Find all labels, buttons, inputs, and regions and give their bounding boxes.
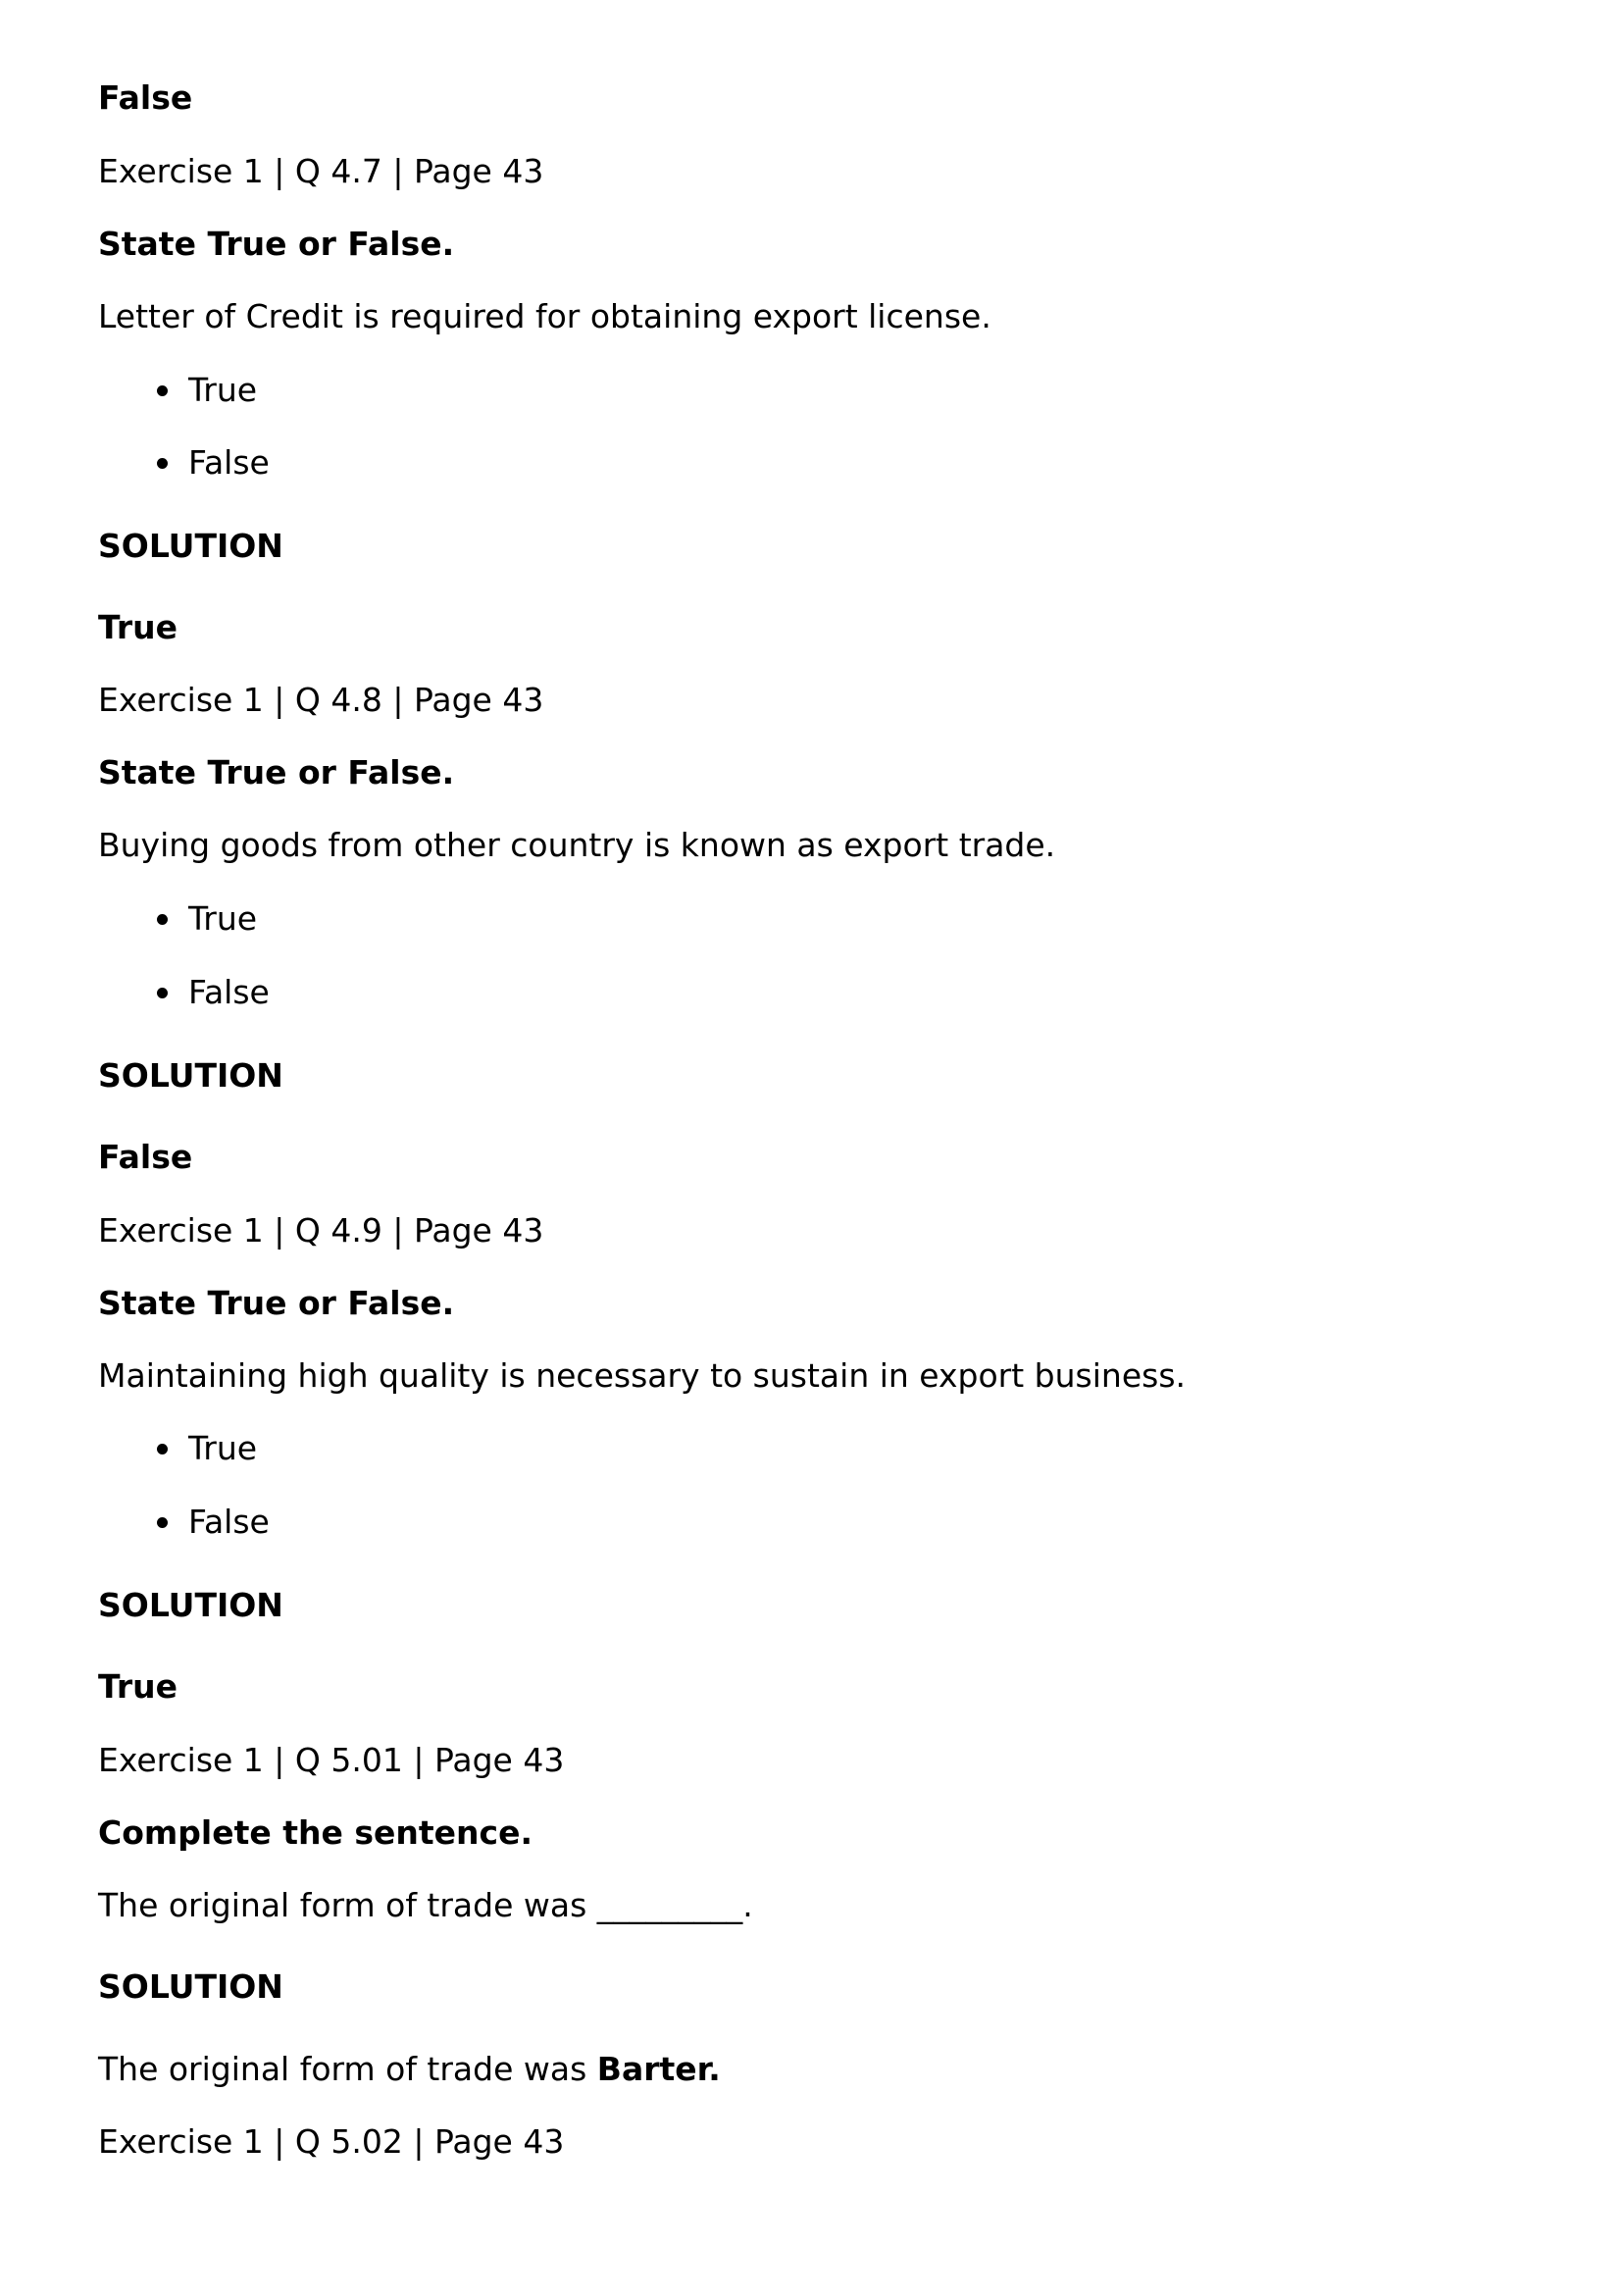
- question-text: Maintaining high quality is necessary to sustain in export business.: [98, 1356, 1186, 1395]
- exercise-reference: Exercise 1 | Q 4.7 | Page 43: [98, 152, 544, 190]
- answer-prefix: The original form of trade was: [98, 2050, 597, 2088]
- question-instruction: State True or False.: [98, 753, 455, 791]
- answer-text: True: [98, 1667, 178, 1706]
- answer-text: False: [98, 1138, 193, 1176]
- solution-heading: SOLUTION: [98, 1586, 283, 1624]
- option-item: False: [188, 973, 270, 1011]
- answer-emphasis: Barter.: [596, 2050, 721, 2088]
- bullet-icon: [157, 1517, 168, 1528]
- question-instruction: Complete the sentence.: [98, 1813, 533, 1852]
- answer-sentence: [98, 2050, 721, 2089]
- bullet-icon: [157, 914, 168, 925]
- answer-text: True: [98, 608, 178, 646]
- option-item: False: [188, 443, 270, 482]
- bullet-icon: [157, 458, 168, 469]
- solution-heading: SOLUTION: [98, 1056, 283, 1095]
- option-item: False: [188, 1503, 270, 1541]
- solution-heading: SOLUTION: [98, 527, 283, 565]
- exercise-reference: Exercise 1 | Q 5.02 | Page 43: [98, 2122, 565, 2161]
- question-text: Letter of Credit is required for obtaining export license.: [98, 297, 991, 335]
- bullet-icon: [157, 385, 168, 396]
- question-instruction: State True or False.: [98, 1284, 455, 1322]
- bullet-icon: [157, 988, 168, 998]
- exercise-reference: Exercise 1 | Q 4.9 | Page 43: [98, 1211, 544, 1250]
- answer-text: False: [98, 78, 193, 117]
- solution-heading: SOLUTION: [98, 1967, 283, 2006]
- bullet-icon: [157, 1444, 168, 1454]
- exercise-reference: Exercise 1 | Q 4.8 | Page 43: [98, 681, 544, 719]
- question-instruction: State True or False.: [98, 225, 455, 263]
- option-item: True: [188, 1429, 258, 1467]
- question-text: Buying goods from other country is known as export trade.: [98, 826, 1056, 864]
- option-item: True: [188, 899, 258, 938]
- exercise-reference: Exercise 1 | Q 5.01 | Page 43: [98, 1741, 565, 1779]
- question-text: The original form of trade was _________.: [98, 1886, 753, 1924]
- option-item: True: [188, 371, 258, 409]
